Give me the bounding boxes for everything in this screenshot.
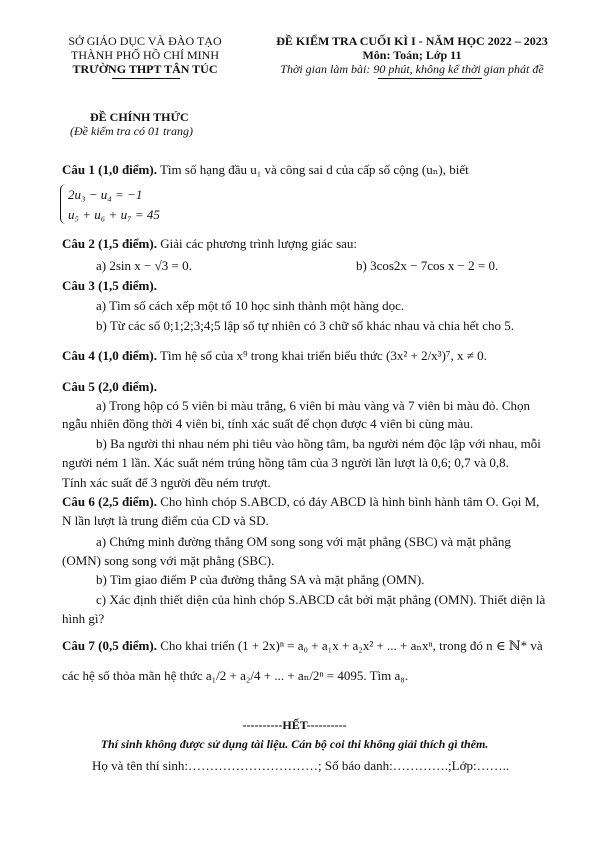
q5-a-line2: ngẫu nhiên đồng thời 4 viên bi, tính xác suất để chọn được 4 viên bi cùng màu.: [62, 416, 474, 431]
school-name: TRƯỜNG THPT TÂN TÚC: [72, 62, 218, 76]
q6-line1: [62, 494, 539, 510]
q2-text: Giải các phương trình lượng giác sau:: [160, 236, 358, 251]
q6-c-line1: c) Xác định thiết diện của hình chóp S.ABCD cắt bởi mặt phẳng (OMN). Thiết diện là: [96, 592, 546, 607]
q6-a-line1: a) Chứng minh đường thẳng OM song song với mặt phẳng (SBC) và mặt phẳng: [96, 534, 511, 549]
q6-text: Cho hình chóp S.ABCD, có đáy ABCD là hình bình hành tâm O. Gọi M,: [160, 494, 540, 509]
exam-title: ĐỀ KIỂM TRA CUỐI KÌ I - NĂM HỌC 2022 – 2023: [276, 34, 548, 48]
q5-b-line1: b) Ba người thi nhau ném phi tiêu vào hồng tâm, ba người ném độc lập với nhau, mỗi: [96, 436, 541, 451]
q6-label: Câu 6 (2,5 điểm).: [62, 494, 157, 509]
q5-b-line3: Tính xác suất để 3 người đều ném trượt.: [62, 475, 271, 490]
q1-label: Câu 1 (1,0 điểm).: [62, 162, 157, 177]
official-note: (Đề kiểm tra có 01 trang): [70, 124, 193, 138]
q5-a-line1: a) Trong hộp có 5 viên bi màu trắng, 6 viên bi màu vàng và 7 viên bi màu đỏ. Chọn: [96, 398, 530, 413]
official-title: ĐỀ CHÍNH THỨC: [90, 110, 189, 124]
q1-eq2: u₅ + u₆ + u₇ = 45: [68, 207, 160, 222]
end-marker: ----------HẾT----------: [242, 718, 347, 732]
time-line: Thời gian làm bài: 90 phút, không kể thời gian phát đề: [280, 62, 544, 76]
q1-eq1: 2u₃ − u₄ = −1: [68, 187, 143, 202]
q5-b-line2: người ném 1 lần. Xác suất ném trúng hồng tâm của 3 người lần lượt là 0,6; 0,7 và 0,8.: [62, 455, 509, 470]
q4-line: [62, 348, 487, 364]
q2-part-a: a) 2sin x − √3 = 0.: [96, 258, 192, 273]
q5-label: Câu 5 (2,0 điểm).: [62, 379, 157, 394]
q2-line: [62, 236, 357, 252]
q7-label: Câu 7 (0,5 điểm).: [62, 638, 157, 653]
q7-line1: [62, 638, 543, 654]
q3-part-a: a) Tìm số cách xếp một tổ 10 học sinh thành một hàng dọc.: [96, 298, 405, 313]
q6-c-line2: hình gì?: [62, 611, 105, 626]
q6-a-line2: (OMN) song song với mặt phẳng (SBC).: [62, 553, 275, 568]
q3-label: Câu 3 (1,5 điểm).: [62, 278, 157, 293]
q4-label: Câu 4 (1,0 điểm).: [62, 348, 157, 363]
q7-text: Cho khai triển (1 + 2x)ⁿ = a₀ + a₁x + a₂x² + ... + aₙxⁿ, trong đó n ∈ ℕ* và: [160, 638, 543, 653]
q4-expression: (3x² + 2/x³)⁷, x ≠ 0.: [386, 348, 487, 363]
q1-system-brace: [60, 184, 67, 224]
school-underline: [112, 78, 180, 79]
footer-note: Thí sinh không được sử dụng tài liệu. Cán bộ coi thi không giải thích gì thêm.: [100, 737, 489, 751]
time-underline: [378, 78, 482, 79]
q7-line2: các hệ số thỏa mãn hệ thức a₁/2 + a₂/4 + ... + aₙ/2ⁿ = 4095. Tìm a₈.: [62, 668, 409, 683]
q3-part-b: b) Từ các số 0;1;2;3;4;5 lập số tự nhiên có 3 chữ số khác nhau và chia hết cho 5.: [96, 318, 515, 333]
department-name: SỞ GIÁO DỤC VÀ ĐÀO TẠO: [68, 34, 222, 48]
q2-part-b: b) 3cos2x − 7cos x − 2 = 0.: [356, 258, 499, 273]
candidate-fill-line: Họ và tên thí sinh:…………………………; Số báo danh:………….;Lớp:……..: [92, 758, 510, 773]
q2-label: Câu 2 (1,5 điểm).: [62, 236, 157, 251]
q4-text: Tìm hệ số của x⁹ trong khai triển biểu thức: [159, 348, 383, 363]
q6-part-b: b) Tìm giao điểm P của đường thẳng SA và mặt phẳng (OMN).: [96, 572, 425, 587]
q1-text: Tìm số hạng đầu u₁ và công sai d của cấp số cộng (uₙ), biết: [159, 162, 469, 177]
q6-line2: N lần lượt là trung điểm của CD và SD.: [62, 513, 269, 528]
subject-line: Môn: Toán; Lớp 11: [362, 48, 462, 62]
city-name: THÀNH PHỐ HỒ CHÍ MINH: [71, 48, 219, 62]
q1-line: [62, 162, 469, 178]
